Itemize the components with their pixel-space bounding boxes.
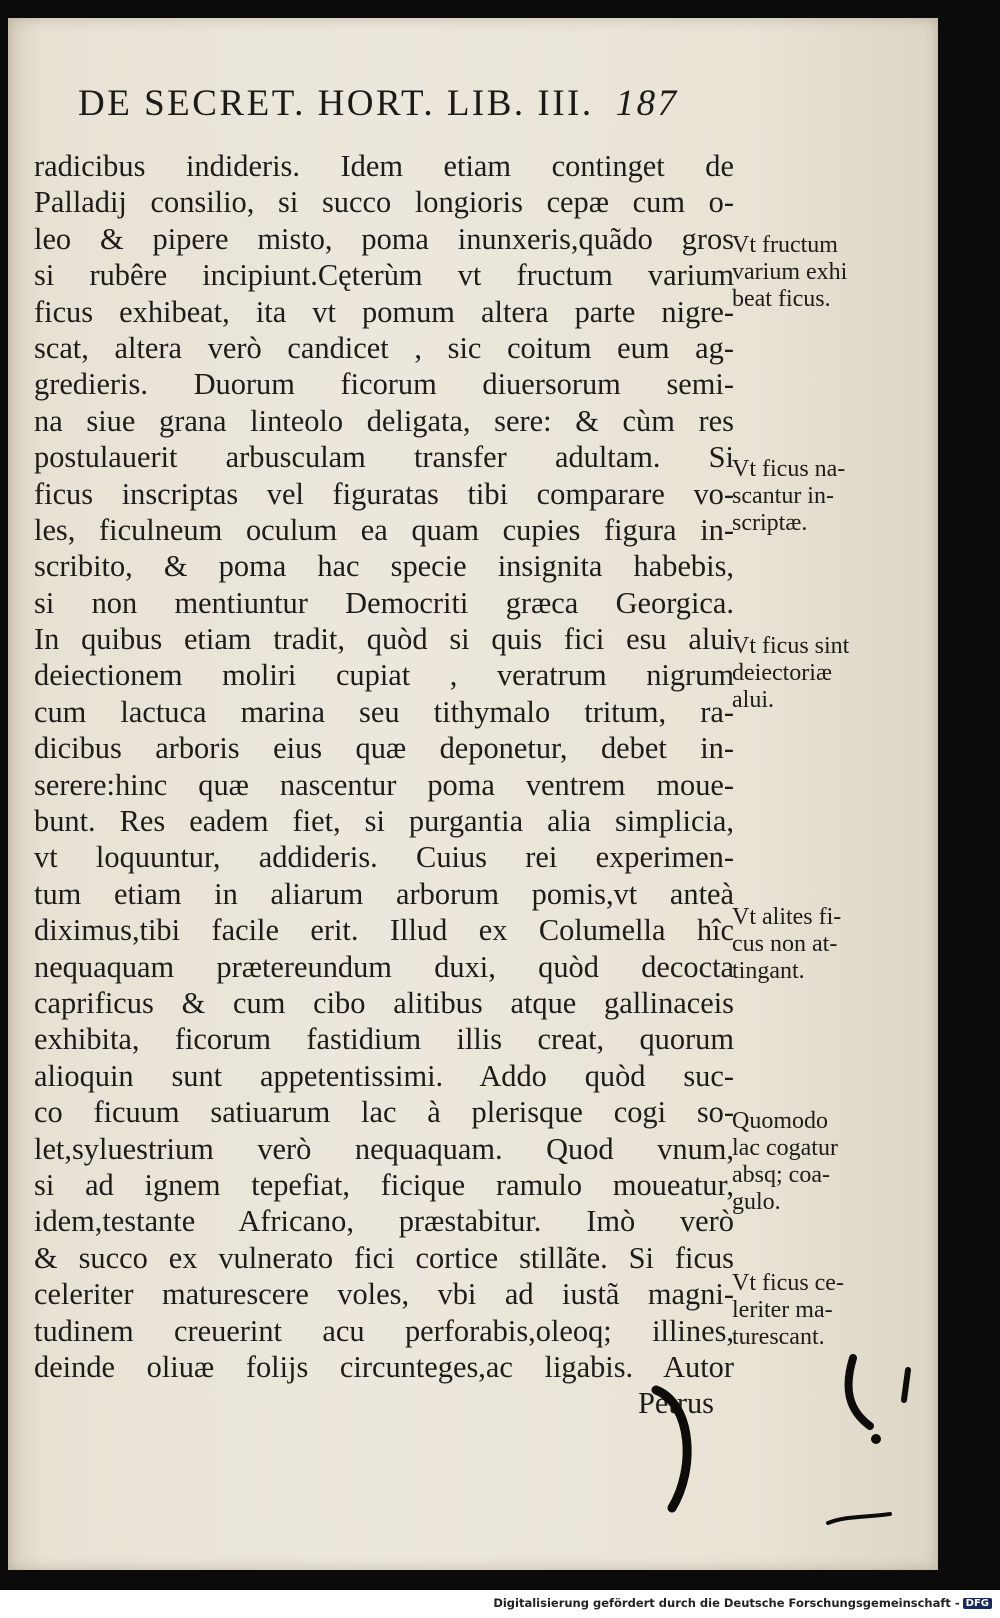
text-line: bunt. Res eadem fiet, si purgantia alia simplicia,: [34, 804, 734, 839]
running-head: [78, 82, 679, 125]
text-line: radicibus indideris. Idem etiam continget de: [34, 149, 734, 183]
ink-stroke: [656, 1390, 687, 1508]
marginal-line: Vt ficus ce-: [732, 1270, 844, 1296]
text-line: ficus exhibeat, ita vt pomum altera parte nigre-: [34, 294, 734, 329]
text-line: let,syluestrium verò nequaquam. Quod vnum,: [34, 1131, 734, 1166]
text-line: alioquin sunt appetentissimi. Addo quòd suc-: [34, 1058, 734, 1093]
page-number: 187: [615, 83, 679, 124]
marginal-line: Vt alites fi-: [732, 904, 842, 930]
marginal-line: leriter ma-: [732, 1297, 833, 1323]
text-line: leo & pipere misto, poma inunxeris,quãdo gros: [34, 221, 734, 256]
text-line: si non mentiuntur Democriti græca Georgica.: [34, 585, 734, 620]
text-line: gredieris. Duorum ficorum diuersorum semi-: [34, 367, 734, 402]
text-line: scribito, & poma hac specie insignita habebis,: [34, 549, 734, 584]
text-line: deinde oliuæ folijs circunteges,ac ligabis. Autor: [34, 1349, 734, 1384]
text-line: tum etiam in aliarum arborum pomis,vt anteà: [34, 876, 734, 911]
ink-dot: [871, 1434, 881, 1444]
text-line: les, ficulneum oculum ea quam cupies figura in-: [34, 512, 734, 547]
marginal-line: Quomodo: [732, 1108, 828, 1134]
ink-stroke: [849, 1358, 870, 1426]
text-line: ficus inscriptas vel figuratas tibi comparare vo-: [34, 476, 734, 511]
text-line: deiectionem moliri cupiat , veratrum nigrum: [34, 658, 734, 693]
text-line: celeriter maturescere voles, vbi ad iustã magni-: [34, 1277, 734, 1312]
marginal-line: Vt ficus na-: [732, 456, 846, 482]
marginal-line: tingant.: [732, 958, 805, 984]
marginal-line: deiectoriæ: [732, 660, 832, 686]
marginal-note: [732, 232, 897, 313]
text-line: caprificus & cum cibo alitibus atque gallinaceis: [34, 985, 734, 1020]
catchword: Petrus: [638, 1386, 714, 1421]
text-line: Palladij consilio, si succo longioris cepæ cum o-: [34, 185, 734, 220]
text-line: In quibus etiam tradit, quòd si quis fici esu alui: [34, 622, 734, 657]
ink-stroke: [828, 1514, 890, 1523]
marginal-note: [732, 904, 897, 985]
text-line: idem,testante Africano, præstabitur. Imò verò: [34, 1204, 734, 1239]
body-text: [34, 148, 734, 1422]
book-page: [8, 18, 938, 1570]
text-line: scat, altera verò candicet , sic coitum eum ag-: [34, 330, 734, 365]
text-line: si rubêre incipiunt.Cęterùm vt fructum varium: [34, 258, 734, 293]
footer-credit-text: Digitalisierung gefördert durch die Deutsche Forschungsgemeinschaft -: [493, 1596, 960, 1610]
text-line: postulauerit arbusculam transfer adultam. Si: [34, 440, 734, 475]
text-line: tudinem creuerint acu perforabis,oleoq; illines,: [34, 1313, 734, 1348]
ink-marks: [608, 1318, 938, 1558]
marginal-line: beat ficus.: [732, 286, 831, 312]
text-line: vt loquuntur, addideris. Cuius rei experimen-: [34, 840, 734, 875]
marginal-line: alui.: [732, 687, 774, 713]
text-line: na siue grana linteolo deligata, sere: & cùm res: [34, 403, 734, 438]
text-line: cum lactuca marina seu tithymalo tritum, ra-: [34, 694, 734, 729]
marginal-note: [732, 456, 897, 537]
marginal-note: [732, 633, 897, 714]
marginal-note: [732, 1108, 897, 1216]
text-line: & succo ex vulnerato fici cortice stillãte. Si ficus: [34, 1240, 734, 1275]
text-line: diximus,tibi facile erit. Illud ex Columella hîc: [34, 913, 734, 948]
marginal-line: scantur in-: [732, 483, 834, 509]
marginal-line: varium exhi: [732, 259, 848, 285]
text-line: serere:hinc quæ nascentur poma ventrem moue-: [34, 767, 734, 802]
marginal-line: Vt ficus sint: [732, 633, 850, 659]
marginal-line: lac cogatur: [732, 1135, 838, 1161]
text-line: si ad ignem tepefiat, ficique ramulo moueatur,: [34, 1167, 734, 1202]
ink-stroke: [904, 1370, 908, 1400]
text-line: exhibita, ficorum fastidium illis creat, quorum: [34, 1022, 734, 1057]
footer-credit: [493, 1596, 992, 1610]
text-line: co ficuum satiuarum lac à plerisque cogi so-: [34, 1095, 734, 1130]
marginal-line: scriptæ.: [732, 510, 808, 536]
text-line: nequaquam prætereundum duxi, quòd decocta: [34, 949, 734, 984]
marginal-line: gulo.: [732, 1189, 781, 1215]
dfg-logo: DFG: [963, 1598, 992, 1609]
marginal-line: absq; coa-: [732, 1162, 830, 1188]
running-head-title: DE SECRET. HORT. LIB. III.: [78, 83, 594, 124]
text-line: dicibus arboris eius quæ deponetur, debet in-: [34, 731, 734, 766]
marginal-line: cus non at-: [732, 931, 838, 957]
marginal-line: turescant.: [732, 1324, 825, 1350]
marginal-line: Vt fructum: [732, 232, 838, 258]
